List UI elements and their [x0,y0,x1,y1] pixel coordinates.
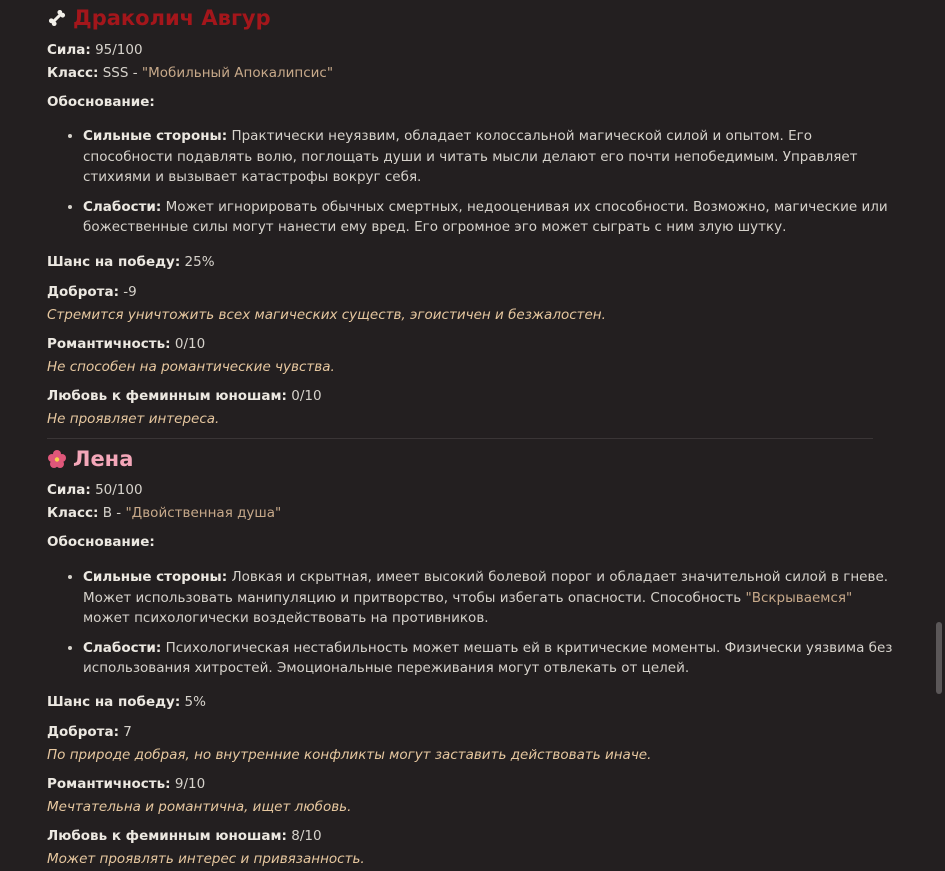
strength-value: 95/100 [95,42,143,58]
rationale-line [47,532,155,553]
weaknesses-item [83,197,897,238]
kindness-note: По природе добрая, но внутренние конфликты могут заставить действовать иначе. [47,747,652,763]
love-line [47,826,322,847]
romance-line [47,334,205,355]
class-title: "Двойственная душа" [125,505,282,521]
character-header [47,0,897,36]
character-card-dracolich [47,0,897,427]
love-line [47,386,322,407]
character-name: Драколич Авгур [73,5,271,30]
bone-icon [47,8,67,28]
love-note: Не проявляет интереса. [47,411,220,427]
class-label: Класс: [47,505,99,521]
win-chance-value: 5% [184,694,206,710]
kindness-value: -9 [123,284,137,300]
kindness-line [47,282,137,303]
love-note: Может проявлять интерес и привязанность. [47,851,365,867]
weaknesses-text: Психологическая нестабильность может мешать ей в критические моменты. Физически уязвима без использования хитростей. Эмоциональные переживания могут отвлекать от целей. [83,639,893,676]
weaknesses-label: Слабости: [83,198,162,215]
strength-value: 50/100 [95,482,143,498]
love-label: Любовь к феминным юношам: [47,828,287,844]
strengths-item [83,567,897,629]
rationale-list [47,567,897,679]
romance-line [47,774,205,795]
strengths-text-1: Ловкая и скрытная, имеет высокий болевой порог и обладает значительной силой в гневе. Может использовать манипуляцию и притворство, чтобы избегать опасности. Способность [83,569,889,606]
rationale-line [47,92,155,113]
class-label: Класс: [47,65,99,81]
romance-label: Романтичность: [47,336,171,352]
rationale-list [47,126,897,238]
class-line [47,503,281,524]
strength-line [47,480,143,501]
strength-label: Сила: [47,42,91,58]
class-line [47,63,333,84]
love-value: 0/10 [291,388,322,404]
class-value: B - [102,505,122,521]
win-chance-label: Шанс на победу: [47,254,181,270]
romance-note: Мечтательна и романтична, ищет любовь. [47,799,352,815]
strengths-item [83,126,897,188]
class-title: "Мобильный Апокалипсис" [141,65,334,81]
section-divider [47,438,873,439]
weaknesses-label: Слабости: [83,639,162,656]
strengths-text: Практически неуязвим, обладает колоссальной магической силой и опытом. Его способности подавлять волю, поглощать души и читать мысли делают его почти непобедимым. Управляет стихиями и вызывает катастрофы вокруг себя. [83,128,858,185]
rationale-label: Обоснование: [47,94,155,110]
weaknesses-text: Может игнорировать обычных смертных, недооценивая их способности. Возможно, магические или божественные силы могут нанести ему вред. Его огромное эго может сыграть с ним злую шутку. [83,198,888,235]
rationale-label: Обоснование: [47,534,155,550]
kindness-value: 7 [123,724,132,740]
ability-quote: "Вскрываемся" [745,589,853,606]
love-value: 8/10 [291,828,322,844]
win-chance-line [47,252,215,273]
character-card-lena [47,441,897,867]
kindness-line [47,722,132,743]
win-chance-line [47,692,206,713]
romance-label: Романтичность: [47,776,171,792]
kindness-label: Доброта: [47,724,119,740]
strengths-text-2: может психологически воздействовать на противников. [83,610,489,626]
kindness-label: Доброта: [47,284,119,300]
kindness-note: Стремится уничтожить всех магических существ, эгоистичен и безжалостен. [47,307,606,323]
strengths-label: Сильные стороны: [83,128,228,144]
scrollbar-thumb[interactable] [936,622,942,694]
class-value: SSS - [102,65,138,81]
vertical-scrollbar[interactable] [936,0,942,871]
strength-line [47,40,143,61]
character-name: Лена [73,446,134,471]
hibiscus-icon [47,449,67,469]
love-label: Любовь к феминным юношам: [47,388,287,404]
strengths-label: Сильные стороны: [83,569,228,585]
romance-note: Не способен на романтические чувства. [47,359,335,375]
strength-label: Сила: [47,482,91,498]
win-chance-value: 25% [184,254,215,270]
character-header [47,441,897,477]
romance-value: 0/10 [174,336,206,352]
weaknesses-item [83,638,897,679]
win-chance-label: Шанс на победу: [47,694,181,710]
romance-value: 9/10 [174,776,206,792]
